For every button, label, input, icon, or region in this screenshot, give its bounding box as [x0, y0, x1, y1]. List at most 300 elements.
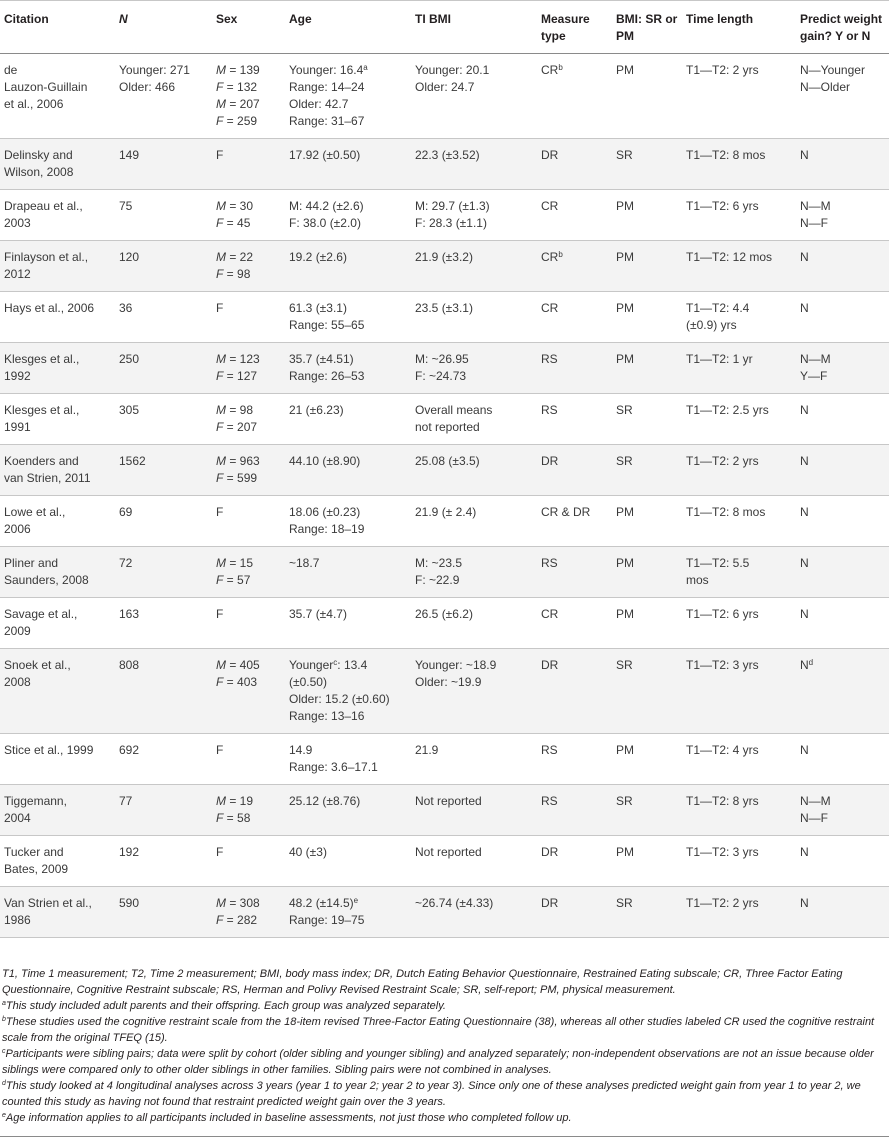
age-value: 61.3 (±3.1) [289, 301, 347, 315]
measure-value: CR [541, 63, 559, 77]
time-line: T1—T2: 4 yrs [686, 743, 759, 757]
citation-line: de [4, 63, 18, 77]
bmi-sr-pm-cell [612, 649, 682, 734]
footnote-a [2, 998, 888, 1014]
predict-line [800, 300, 885, 317]
footnote-mark: a [2, 1000, 6, 1007]
sex-value: F [216, 148, 224, 162]
measure-value: RS [541, 743, 558, 757]
bmi-sr-pm-cell [612, 445, 682, 496]
bmi-sr-pm-cell [612, 598, 682, 649]
sex-value: = 98 [226, 403, 254, 417]
bmi-line: F: 28.3 (±1.1) [415, 216, 487, 230]
predict-value: N [800, 607, 809, 621]
age-value: Range: 18–19 [289, 522, 365, 536]
predict-weight-gain-cell [796, 190, 889, 241]
citation-line: et al., 2006 [4, 97, 64, 111]
sex-value: F [216, 607, 224, 621]
predict-weight-gain-cell [796, 445, 889, 496]
predict-line [800, 198, 885, 215]
bmi-sr-pm-cell [612, 190, 682, 241]
citation-line: Bates, 2009 [4, 862, 69, 876]
sex-value: F [216, 845, 224, 859]
measure-value: DR [541, 845, 559, 859]
age-line [289, 113, 407, 130]
measure-line [541, 62, 608, 79]
citation-line: 1992 [4, 369, 31, 383]
age-line [289, 453, 407, 470]
sex-value: = 19 [226, 794, 254, 808]
sex-value: = 207 [226, 97, 260, 111]
predict-line [800, 606, 885, 623]
citation-cell [0, 190, 115, 241]
sex-value: = 57 [223, 573, 251, 587]
age-value: Older: 15.2 (±0.60) [289, 692, 390, 706]
citation-line: Delinsky and [4, 148, 73, 162]
predict-value: N [800, 845, 809, 859]
citation-cell [0, 241, 115, 292]
sr-pm-value: PM [616, 556, 634, 570]
n-line: 163 [119, 607, 140, 621]
sex-line [216, 895, 281, 912]
citation-line: Wilson, 2008 [4, 165, 74, 179]
time-length-cell [682, 836, 796, 887]
time-line: mos [686, 573, 709, 587]
sex-line [216, 96, 281, 113]
time-length-cell [682, 190, 796, 241]
sex-line [216, 300, 281, 317]
measure-value: CR [541, 301, 559, 315]
predict-value: N [800, 505, 809, 519]
bmi-line: M: ~23.5 [415, 556, 463, 570]
citation-line: 2004 [4, 811, 31, 825]
measure-type-cell [537, 887, 612, 938]
measure-value: DR [541, 454, 559, 468]
time-line: T1—T2: 4.4 [686, 301, 750, 315]
n-cell [115, 836, 212, 887]
bmi-line: 21.9 (±3.2) [415, 250, 473, 264]
table-row [0, 394, 889, 445]
n-cell [115, 190, 212, 241]
measure-type-cell [537, 190, 612, 241]
time-length-cell [682, 343, 796, 394]
column-header-n [115, 1, 212, 54]
predict-weight-gain-cell [796, 734, 889, 785]
footnote-marker: b [558, 250, 563, 259]
measure-line [541, 351, 608, 368]
citation-cell [0, 734, 115, 785]
bmi-line: 25.08 (±3.5) [415, 454, 480, 468]
ti-bmi-cell [411, 598, 537, 649]
age-line [289, 96, 407, 113]
age-line [289, 895, 407, 912]
age-line [289, 198, 407, 215]
time-length-cell [682, 445, 796, 496]
table-row [0, 836, 889, 887]
bmi-line: Older: 24.7 [415, 80, 475, 94]
predict-line [800, 62, 885, 79]
measure-line [541, 402, 608, 419]
n-line: 192 [119, 845, 140, 859]
sex-value: = 132 [223, 80, 258, 94]
predict-value: N—M [800, 794, 831, 808]
sex-line [216, 79, 281, 96]
predict-line [800, 215, 885, 232]
column-header-label: TI BMI [415, 12, 451, 26]
sr-pm-value: PM [616, 505, 634, 519]
column-header-label: BMI: SR or PM [616, 12, 678, 43]
predict-weight-gain-cell [796, 54, 889, 139]
predict-value: N—F [800, 216, 828, 230]
sex-value: = 58 [223, 811, 251, 825]
table-row [0, 734, 889, 785]
sex-line [216, 198, 281, 215]
n-cell [115, 139, 212, 190]
age-cell [285, 598, 411, 649]
sex-line [216, 504, 281, 521]
sr-pm-value: PM [616, 250, 634, 264]
time-length-cell [682, 241, 796, 292]
header-row [0, 1, 889, 54]
predict-value: Y—F [800, 369, 828, 383]
citation-line: 2012 [4, 267, 31, 281]
age-cell [285, 734, 411, 785]
citation-line: Koenders and [4, 454, 79, 468]
measure-line [541, 844, 608, 861]
footnote-text: These studies used the cognitive restraint scale from the 18-item revised Three-Factor Eating Questionnaire (38), whereas all other studies labeled CR used the cognitive restraint scale from the original TFEQ (15). [2, 1016, 875, 1044]
predict-value: N—M [800, 199, 831, 213]
citation-cell [0, 292, 115, 343]
sex-line [216, 419, 281, 436]
citation-line: Savage et al., [4, 607, 78, 621]
sex-line [216, 844, 281, 861]
n-cell [115, 598, 212, 649]
predict-weight-gain-cell [796, 649, 889, 734]
time-line: T1—T2: 6 yrs [686, 607, 759, 621]
measure-value: CR [541, 607, 559, 621]
ti-bmi-cell [411, 54, 537, 139]
sr-pm-value: PM [616, 63, 634, 77]
footnote-text: Participants were sibling pairs; data were split by cohort (older sibling and younger sibling) and analyzed separately; non-independent observations are not an issue because older siblings were compared only to other older siblings in other families. Sibling pairs were not combined in analyses. [2, 1048, 874, 1076]
sr-pm-value: PM [616, 607, 634, 621]
age-line [289, 147, 407, 164]
measure-type-cell [537, 445, 612, 496]
predict-value: N—Younger [800, 63, 865, 77]
sex-cell [212, 292, 285, 343]
n-line: 120 [119, 250, 140, 264]
measure-line [541, 793, 608, 810]
bmi-sr-pm-cell [612, 734, 682, 785]
table-row [0, 598, 889, 649]
table-row [0, 292, 889, 343]
sex-line [216, 470, 281, 487]
sex-variable: F [216, 216, 224, 230]
sex-variable: F [216, 267, 224, 281]
footnote-marker: e [353, 896, 359, 905]
age-line [289, 674, 407, 691]
citation-line: 2006 [4, 522, 31, 536]
age-value: 18.06 (±0.23) [289, 505, 361, 519]
bmi-sr-pm-cell [612, 54, 682, 139]
predict-value: N—F [800, 811, 828, 825]
sr-pm-value: PM [616, 301, 634, 315]
ti-bmi-cell [411, 836, 537, 887]
sex-cell [212, 190, 285, 241]
column-header-label: Predict weight gain? Y or N [800, 12, 883, 43]
time-line: T1—T2: 6 yrs [686, 199, 759, 213]
n-line: 250 [119, 352, 140, 366]
sex-line [216, 810, 281, 827]
sex-line [216, 249, 281, 266]
footnote-list [0, 998, 888, 1126]
sr-pm-value: SR [616, 794, 633, 808]
measure-type-cell [537, 139, 612, 190]
sex-variable: M [216, 556, 226, 570]
predict-weight-gain-cell [796, 547, 889, 598]
ti-bmi-cell [411, 343, 537, 394]
predict-weight-gain-cell [796, 836, 889, 887]
age-cell [285, 649, 411, 734]
age-value: 35.7 (±4.51) [289, 352, 354, 366]
age-cell [285, 394, 411, 445]
ti-bmi-cell [411, 496, 537, 547]
sex-line [216, 742, 281, 759]
age-value: 25.12 (±8.76) [289, 794, 361, 808]
sex-line [216, 351, 281, 368]
measure-line [541, 657, 608, 674]
sex-value: = 599 [223, 471, 258, 485]
age-line [289, 215, 407, 232]
n-cell [115, 445, 212, 496]
age-line [289, 79, 407, 96]
column-header-ti-bmi [411, 1, 537, 54]
predict-weight-gain-cell [796, 496, 889, 547]
predict-value: N [800, 148, 809, 162]
citation-cell [0, 836, 115, 887]
bmi-line: not reported [415, 420, 480, 434]
footnote-text: This study looked at 4 longitudinal analyses across 3 years (year 1 to year 2; year 2 to year 3). Since only one of these analyses predicted weight gain from year 1 to year 2, we counted this study as having not found that restraint predicted weight gain over the 3 years. [2, 1080, 861, 1108]
age-line [289, 300, 407, 317]
citation-line: Klesges et al., [4, 352, 80, 366]
predict-value: N [800, 896, 809, 910]
sex-value: = 308 [226, 896, 260, 910]
predict-line [800, 793, 885, 810]
predict-weight-gain-cell [796, 139, 889, 190]
age-value: 35.7 (±4.7) [289, 607, 347, 621]
time-line: T1—T2: 3 yrs [686, 658, 759, 672]
citation-line: 2009 [4, 624, 31, 638]
sr-pm-value: PM [616, 199, 634, 213]
time-line: (±0.9) yrs [686, 318, 737, 332]
sex-variable: F [216, 369, 224, 383]
age-value: 44.10 (±8.90) [289, 454, 361, 468]
predict-weight-gain-cell [796, 785, 889, 836]
sr-pm-value: PM [616, 743, 634, 757]
table-footnotes [0, 966, 888, 1126]
ti-bmi-cell [411, 190, 537, 241]
predict-line [800, 844, 885, 861]
citation-line: Tiggemann, [4, 794, 67, 808]
sex-variable: F [216, 80, 224, 94]
n-line: 1562 [119, 454, 146, 468]
age-cell [285, 54, 411, 139]
sex-value: F [216, 743, 224, 757]
time-line: T1—T2: 3 yrs [686, 845, 759, 859]
table-body [0, 54, 889, 938]
column-header-sex [212, 1, 285, 54]
citation-line: Drapeau et al., [4, 199, 83, 213]
sex-cell [212, 241, 285, 292]
column-header-label: Age [289, 12, 312, 26]
citation-cell [0, 649, 115, 734]
time-line: T1—T2: 2 yrs [686, 63, 759, 77]
measure-line [541, 300, 608, 317]
measure-line [541, 555, 608, 572]
age-cell [285, 445, 411, 496]
measure-type-cell [537, 785, 612, 836]
footnote-mark: d [2, 1080, 6, 1087]
age-value: Range: 19–75 [289, 913, 365, 927]
sex-variable: M [216, 454, 226, 468]
bmi-line: Overall means [415, 403, 493, 417]
predict-value: N [800, 556, 809, 570]
citation-line: Finlayson et al., [4, 250, 89, 264]
sex-value: = 207 [223, 420, 258, 434]
n-cell [115, 292, 212, 343]
n-line: 75 [119, 199, 133, 213]
citation-line: 1991 [4, 420, 31, 434]
bmi-sr-pm-cell [612, 496, 682, 547]
sex-variable: M [216, 794, 226, 808]
sex-value: F [216, 301, 224, 315]
predict-value: N—M [800, 352, 831, 366]
time-length-cell [682, 649, 796, 734]
predict-line [800, 555, 885, 572]
sex-variable: F [216, 913, 224, 927]
sex-cell [212, 445, 285, 496]
citation-cell [0, 547, 115, 598]
measure-type-cell [537, 241, 612, 292]
time-length-cell [682, 496, 796, 547]
measure-type-cell [537, 394, 612, 445]
bmi-line: Younger: 20.1 [415, 63, 490, 77]
measure-type-cell [537, 496, 612, 547]
measure-value: RS [541, 556, 558, 570]
citation-line: Pliner and [4, 556, 59, 570]
n-cell [115, 547, 212, 598]
sex-variable: F [216, 675, 224, 689]
age-cell [285, 547, 411, 598]
footnote-abbreviations: T1, Time 1 measurement; T2, Time 2 measurement; BMI, body mass index; DR, Dutch Eating Behavior Questionnaire, Restrained Eating subscale; CR, Three Factor Eating Questionnaire, Cognitive Restraint subscale; RS, Herman and Polivy Revised Restraint Scale; SR, self-report; PM, physical measurement. [2, 968, 843, 996]
sex-variable: M [216, 352, 226, 366]
measure-value: RS [541, 794, 558, 808]
n-cell [115, 241, 212, 292]
measure-line [541, 742, 608, 759]
sex-value: F [216, 505, 224, 519]
age-value: (±0.50) [289, 675, 327, 689]
footnote-c [2, 1046, 888, 1078]
age-cell [285, 887, 411, 938]
n-line: 149 [119, 148, 140, 162]
age-line [289, 351, 407, 368]
n-cell [115, 785, 212, 836]
column-header-label: Citation [4, 12, 49, 26]
measure-value: DR [541, 148, 559, 162]
age-value: Range: 14–24 [289, 80, 365, 94]
citation-line: Klesges et al., [4, 403, 80, 417]
citation-cell [0, 343, 115, 394]
sex-value: = 30 [226, 199, 254, 213]
measure-line [541, 895, 608, 912]
age-cell [285, 343, 411, 394]
ti-bmi-cell [411, 139, 537, 190]
n-cell [115, 734, 212, 785]
bmi-line: 21.9 (± 2.4) [415, 505, 477, 519]
age-value-suffix: : 13.4 [337, 658, 368, 672]
age-line [289, 912, 407, 929]
time-length-cell [682, 394, 796, 445]
age-value: Younger [289, 658, 334, 672]
age-value: F: 38.0 (±2.0) [289, 216, 361, 230]
age-value: 40 (±3) [289, 845, 327, 859]
sex-value: = 403 [223, 675, 258, 689]
sex-variable: M [216, 403, 226, 417]
age-value: 17.92 (±0.50) [289, 148, 361, 162]
predict-value: N [800, 743, 809, 757]
measure-type-cell [537, 54, 612, 139]
age-line [289, 317, 407, 334]
measure-line [541, 606, 608, 623]
bmi-line: F: ~22.9 [415, 573, 460, 587]
ti-bmi-cell [411, 887, 537, 938]
citation-cell [0, 445, 115, 496]
n-cell [115, 649, 212, 734]
footnote-text: Age information applies to all participants included in baseline assessments, not just those who completed follow up. [5, 1112, 572, 1124]
sex-cell [212, 496, 285, 547]
citation-cell [0, 598, 115, 649]
measure-line [541, 453, 608, 470]
citation-line: Snoek et al., [4, 658, 71, 672]
sex-line [216, 606, 281, 623]
predict-line [800, 504, 885, 521]
footnote-b [2, 1014, 888, 1046]
table-row [0, 139, 889, 190]
predict-value: N [800, 301, 809, 315]
predict-line [800, 742, 885, 759]
sex-cell [212, 343, 285, 394]
footnote-mark: b [2, 1016, 6, 1023]
footnote-text: This study included adult parents and their offspring. Each group was analyzed separately. [5, 1000, 446, 1012]
age-line [289, 708, 407, 725]
n-cell [115, 54, 212, 139]
measure-type-cell [537, 836, 612, 887]
age-line [289, 402, 407, 419]
column-header-time-length [682, 1, 796, 54]
sex-line [216, 113, 281, 130]
time-length-cell [682, 785, 796, 836]
footnote-d [2, 1078, 888, 1110]
n-line: 808 [119, 658, 140, 672]
citation-line: Lauzon-Guillain [4, 80, 88, 94]
bmi-sr-pm-cell [612, 785, 682, 836]
sex-value: = 15 [226, 556, 254, 570]
table-row [0, 343, 889, 394]
predict-weight-gain-cell [796, 887, 889, 938]
sex-cell [212, 139, 285, 190]
sex-line [216, 555, 281, 572]
sex-line [216, 147, 281, 164]
table-row [0, 649, 889, 734]
